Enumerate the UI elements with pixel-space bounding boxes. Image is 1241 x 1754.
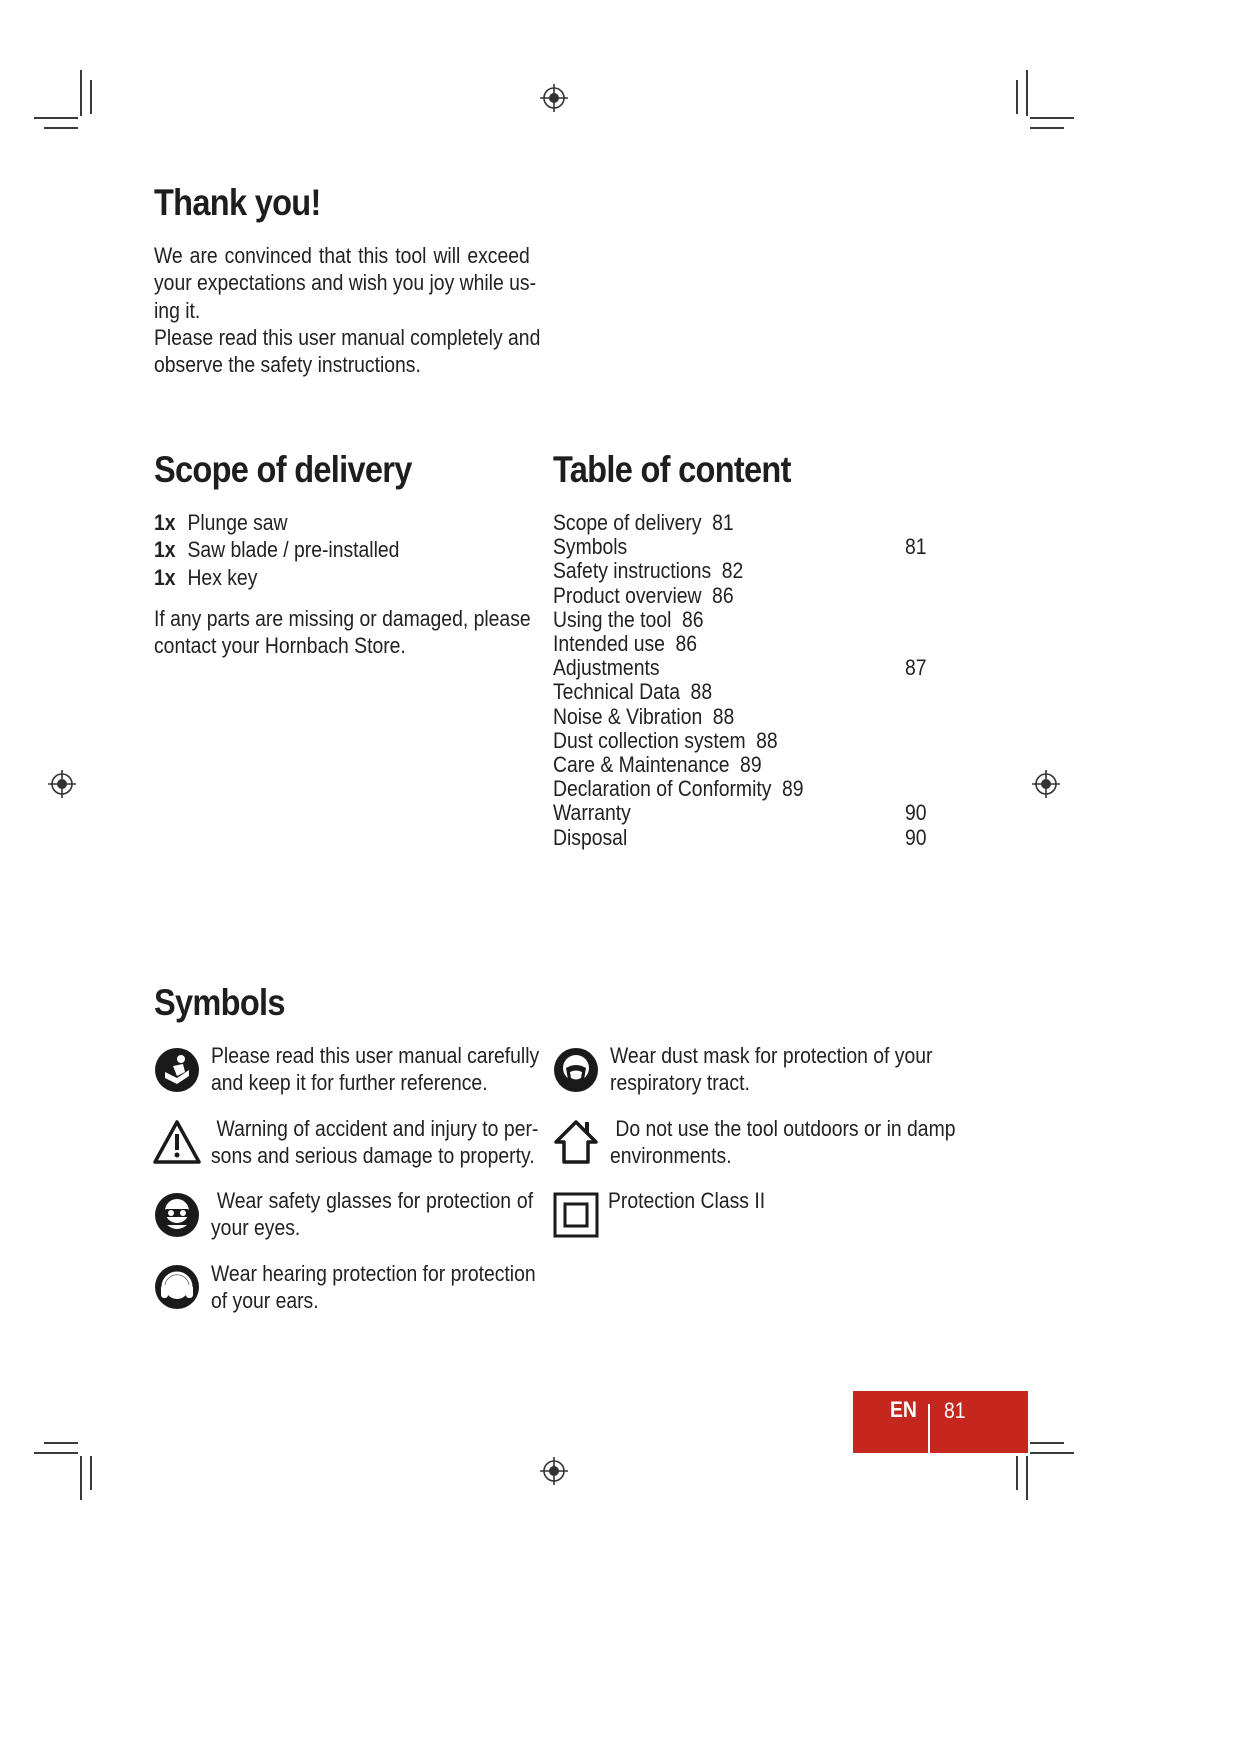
toc-entry-page: 89 [781, 776, 804, 802]
symbol-text-hearing [211, 1260, 536, 1315]
crop-mark-bl-v2 [90, 1456, 92, 1490]
toc-entry-label: Symbols [553, 534, 628, 560]
symbol-line: Wear safety glasses for protection of [211, 1188, 534, 1213]
toc-title: Table of content [553, 449, 791, 490]
symbol-text-warning [211, 1115, 538, 1170]
crop-mark-br-h [1030, 1442, 1064, 1444]
toc-entry[interactable] [553, 606, 931, 633]
toc-list [553, 509, 933, 889]
toc-entry[interactable] [553, 557, 931, 584]
toc-entry-label: Scope of delivery [553, 510, 702, 535]
symbol-line: Wear hearing protection for protection [211, 1261, 536, 1286]
no-outdoor-house-icon [552, 1118, 600, 1166]
registration-mark-right [1031, 769, 1061, 799]
crop-mark-br-h2 [1030, 1452, 1074, 1454]
toc-entry[interactable] [553, 703, 931, 730]
toc-entry[interactable] [553, 678, 931, 705]
symbols-title: Symbols [154, 982, 285, 1023]
warning-triangle-icon [153, 1118, 201, 1166]
crop-mark-tl-v [80, 70, 82, 116]
symbol-line: respiratory tract. [610, 1070, 750, 1096]
registration-mark-left [47, 769, 77, 799]
toc-entry-label: Adjustments [553, 655, 660, 681]
toc-entry-label: Using the tool [553, 606, 672, 632]
toc-entry-page: 86 [675, 631, 698, 656]
thank-you-line: ing it. [154, 297, 201, 323]
scope-label: Saw blade / pre-installed [187, 537, 400, 563]
toc-entry[interactable] [553, 775, 931, 802]
symbol-line: sons and serious damage to property. [211, 1143, 535, 1169]
symbol-line: of your ears. [211, 1288, 319, 1314]
crop-mark-bl-v [80, 1456, 82, 1500]
scope-item [154, 536, 506, 563]
safety-glasses-icon [153, 1191, 201, 1239]
thank-you-title: Thank you! [154, 182, 321, 223]
thank-you-line: your expectations and wish you joy while us- [154, 270, 537, 296]
symbol-text-protection-class [608, 1187, 927, 1214]
toc-entry-label: Safety instructions [553, 558, 712, 584]
thank-you-line: observe the safety instructions. [154, 352, 421, 378]
toc-entry-label: Technical Data [553, 679, 680, 705]
toc-entry-page: 86 [681, 606, 704, 632]
toc-entry[interactable] [553, 751, 931, 778]
toc-entry-label: Declaration of Conformity [553, 776, 772, 802]
crop-mark-tr-h [1030, 117, 1074, 119]
toc-entry[interactable] [553, 654, 931, 681]
registration-mark-bottom [539, 1456, 569, 1486]
crop-mark-tl-v2 [90, 80, 92, 114]
scope-item [154, 564, 506, 591]
symbol-line: Please read this user manual carefully [211, 1043, 540, 1068]
toc-entry-label: Disposal [553, 824, 628, 850]
toc-entry-page: 88 [690, 679, 713, 705]
crop-mark-tr-v2 [1016, 80, 1018, 114]
toc-entry-page: 81 [712, 510, 734, 535]
crop-mark-tr-h2 [1030, 127, 1064, 129]
toc-entry[interactable] [553, 727, 931, 754]
symbol-line: Wear dust mask for protection of your [610, 1043, 933, 1068]
scope-note-line: If any parts are missing or damaged, please [154, 606, 531, 631]
toc-entry-label: Dust collection system [553, 727, 746, 753]
symbol-line: Protection Class II [608, 1188, 766, 1213]
crop-mark-bl-h2 [34, 1452, 78, 1454]
scope-label: Hex key [187, 564, 258, 590]
footer-page-number: 81 [944, 1398, 966, 1423]
toc-entry-page: 90 [905, 824, 927, 850]
scope-qty: 1x [154, 537, 176, 563]
toc-entry-label: Noise & Vibration [553, 703, 703, 729]
toc-entry-label: Intended use [553, 631, 665, 656]
toc-entry-page: 88 [756, 727, 778, 753]
scope-label: Plunge saw [187, 510, 288, 535]
hearing-protection-icon [153, 1263, 201, 1311]
scope-title: Scope of delivery [154, 449, 412, 490]
toc-entry-page: 82 [721, 558, 744, 584]
registration-mark-top [539, 83, 569, 113]
thank-you-paragraph [154, 242, 541, 378]
symbol-text-read-manual [211, 1042, 540, 1097]
dust-mask-icon [552, 1046, 600, 1094]
toc-entry-label: Product overview [553, 582, 702, 608]
toc-entry-page: 90 [905, 800, 927, 826]
read-manual-icon [153, 1046, 201, 1094]
scope-note [154, 605, 530, 660]
toc-entry-label: Warranty [553, 800, 631, 826]
symbol-line: and keep it for further reference. [211, 1070, 488, 1096]
toc-entry[interactable] [553, 533, 931, 560]
crop-mark-tr-v [1026, 70, 1028, 116]
symbol-text-no-outdoor [610, 1115, 956, 1170]
toc-entry-page: 86 [712, 582, 734, 608]
crop-mark-tl-h [34, 117, 78, 119]
symbol-text-dust-mask [610, 1042, 933, 1097]
symbol-text-safety-glasses [211, 1187, 533, 1242]
thank-you-line: Please read this user manual completely and [154, 324, 541, 350]
protection-class-ii-icon [552, 1191, 600, 1239]
toc-entry[interactable] [553, 630, 931, 657]
toc-entry[interactable] [553, 509, 931, 536]
scope-note-line: contact your Hornbach Store. [154, 633, 406, 659]
symbol-line: environments. [610, 1143, 732, 1169]
crop-mark-br-v [1026, 1456, 1028, 1500]
crop-mark-bl-h [44, 1442, 78, 1444]
toc-entry[interactable] [553, 799, 931, 826]
scope-list [154, 509, 506, 591]
page-footer-tab [853, 1391, 1028, 1453]
crop-mark-tl-h2 [44, 127, 78, 129]
toc-entry[interactable] [553, 582, 931, 609]
symbol-line: your eyes. [211, 1215, 301, 1241]
footer-divider [928, 1404, 930, 1454]
toc-entry-page: 88 [712, 703, 735, 729]
toc-entry-label: Care & Maintenance [553, 752, 730, 777]
scope-qty: 1x [154, 510, 176, 535]
toc-entry-page: 81 [905, 534, 927, 560]
toc-entry-page: 87 [905, 655, 927, 681]
scope-item [154, 509, 506, 536]
toc-entry-page: 89 [740, 752, 762, 777]
scope-qty: 1x [154, 564, 176, 590]
symbol-line: Warning of accident and injury to per- [211, 1116, 539, 1141]
thank-you-line: We are convinced that this tool will exceed [154, 243, 530, 268]
toc-entry[interactable] [553, 824, 931, 851]
footer-language: EN [890, 1397, 917, 1422]
crop-mark-br-v2 [1016, 1456, 1018, 1490]
symbol-line: Do not use the tool outdoors or in damp [610, 1116, 956, 1141]
